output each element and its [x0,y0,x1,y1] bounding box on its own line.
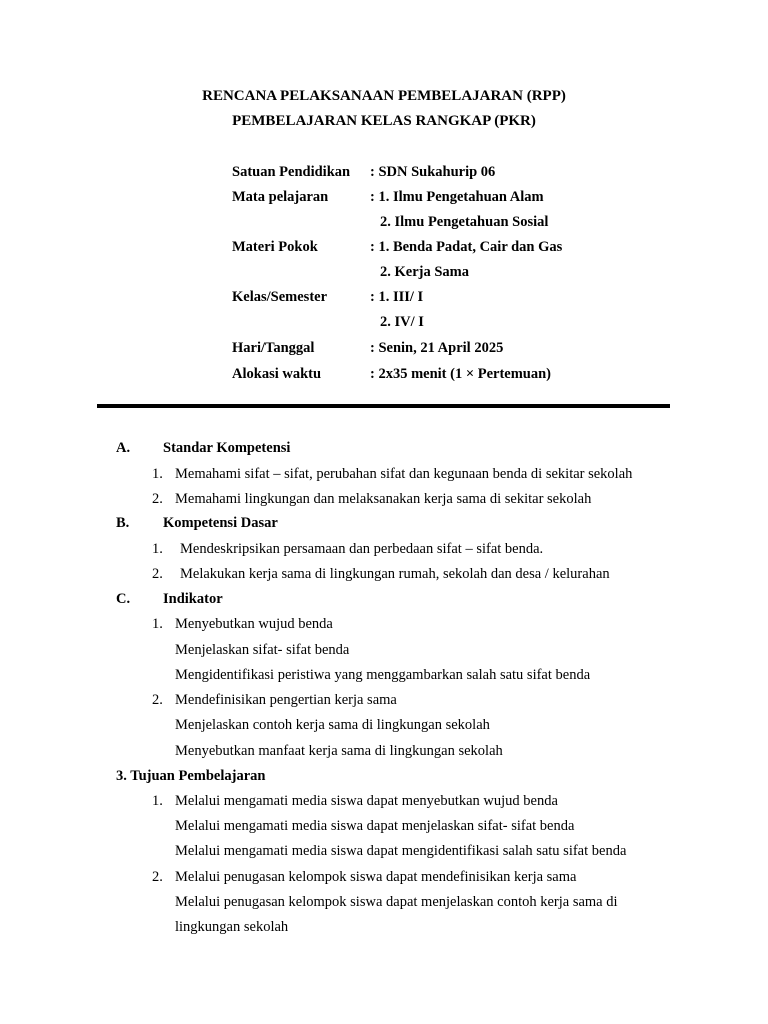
kelas-value-2: 2. IV/ I [380,314,424,330]
kelas-value-1: : 1. III/ I [370,289,424,305]
list-number: 1. [152,793,163,809]
materi-value-1: : 1. Benda Padat, Cair dan Gas [370,239,563,255]
section-b-letter: B. [116,515,130,531]
section-3-title: 3. Tujuan Pembelajaran [116,768,266,784]
list-item: Mengidentifikasi peristiwa yang menggambarkan salah satu sifat benda [175,667,591,683]
document-subtitle: PEMBELAJARAN KELAS RANGKAP (PKR) [232,113,536,129]
list-item: Mendefinisikan pengertian kerja sama [175,692,397,708]
list-number: 1. [152,541,163,557]
alokasi-value: : 2x35 menit (1 × Pertemuan) [370,366,552,382]
mapel-value-1: : 1. Ilmu Pengetahuan Alam [370,189,544,205]
list-number: 1. [152,466,163,482]
list-item: Melalui penugasan kelompok siswa dapat mendefinisikan kerja sama [175,869,577,885]
list-item: Menyebutkan wujud benda [175,616,333,632]
list-item: Mendeskripsikan persamaan dan perbedaan sifat – sifat benda. [180,541,544,557]
mapel-value-2: 2. Ilmu Pengetahuan Sosial [380,214,549,230]
list-item: Menyebutkan manfaat kerja sama di lingkungan sekolah [175,743,503,759]
kelas-label: Kelas/Semester [232,289,328,305]
list-item: Menjelaskan contoh kerja sama di lingkungan sekolah [175,717,490,733]
section-c-title: Indikator [163,591,223,607]
section-c-letter: C. [116,591,131,607]
list-item: Memahami lingkungan dan melaksanakan kerja sama di sekitar sekolah [175,491,592,507]
materi-value-2: 2. Kerja Sama [380,264,469,280]
list-number: 2. [152,869,163,885]
alokasi-label: Alokasi waktu [232,366,322,382]
list-item: Melalui mengamati media siswa dapat mengidentifikasi salah satu sifat benda [175,843,627,859]
list-item: Melalui mengamati media siswa dapat menjelaskan sifat- sifat benda [175,818,575,834]
header-divider [97,404,670,408]
list-item: Melakukan kerja sama di lingkungan rumah, sekolah dan desa / kelurahan [180,566,610,582]
list-number: 2. [152,491,163,507]
section-a-letter: A. [116,440,131,456]
list-item: Menjelaskan sifat- sifat benda [175,642,350,658]
satuan-value: : SDN Sukahurip 06 [370,164,496,180]
mapel-label: Mata pelajaran [232,189,329,205]
list-number: 2. [152,566,163,582]
materi-label: Materi Pokok [232,239,318,255]
list-number: 2. [152,692,163,708]
satuan-label: Satuan Pendidikan [232,164,351,180]
list-item: Memahami sifat – sifat, perubahan sifat dan kegunaan benda di sekitar sekolah [175,466,633,482]
hari-value: : Senin, 21 April 2025 [370,340,504,356]
section-a-title: Standar Kompetensi [163,440,291,456]
hari-label: Hari/Tanggal [232,340,315,356]
list-item: Melalui penugasan kelompok siswa dapat menjelaskan contoh kerja sama di [175,894,618,910]
list-item: Melalui mengamati media siswa dapat menyebutkan wujud benda [175,793,558,809]
document-title: RENCANA PELAKSANAAN PEMBELAJARAN (RPP) [202,88,566,104]
list-number: 1. [152,616,163,632]
section-b-title: Kompetensi Dasar [163,515,278,531]
list-item: lingkungan sekolah [175,919,289,935]
